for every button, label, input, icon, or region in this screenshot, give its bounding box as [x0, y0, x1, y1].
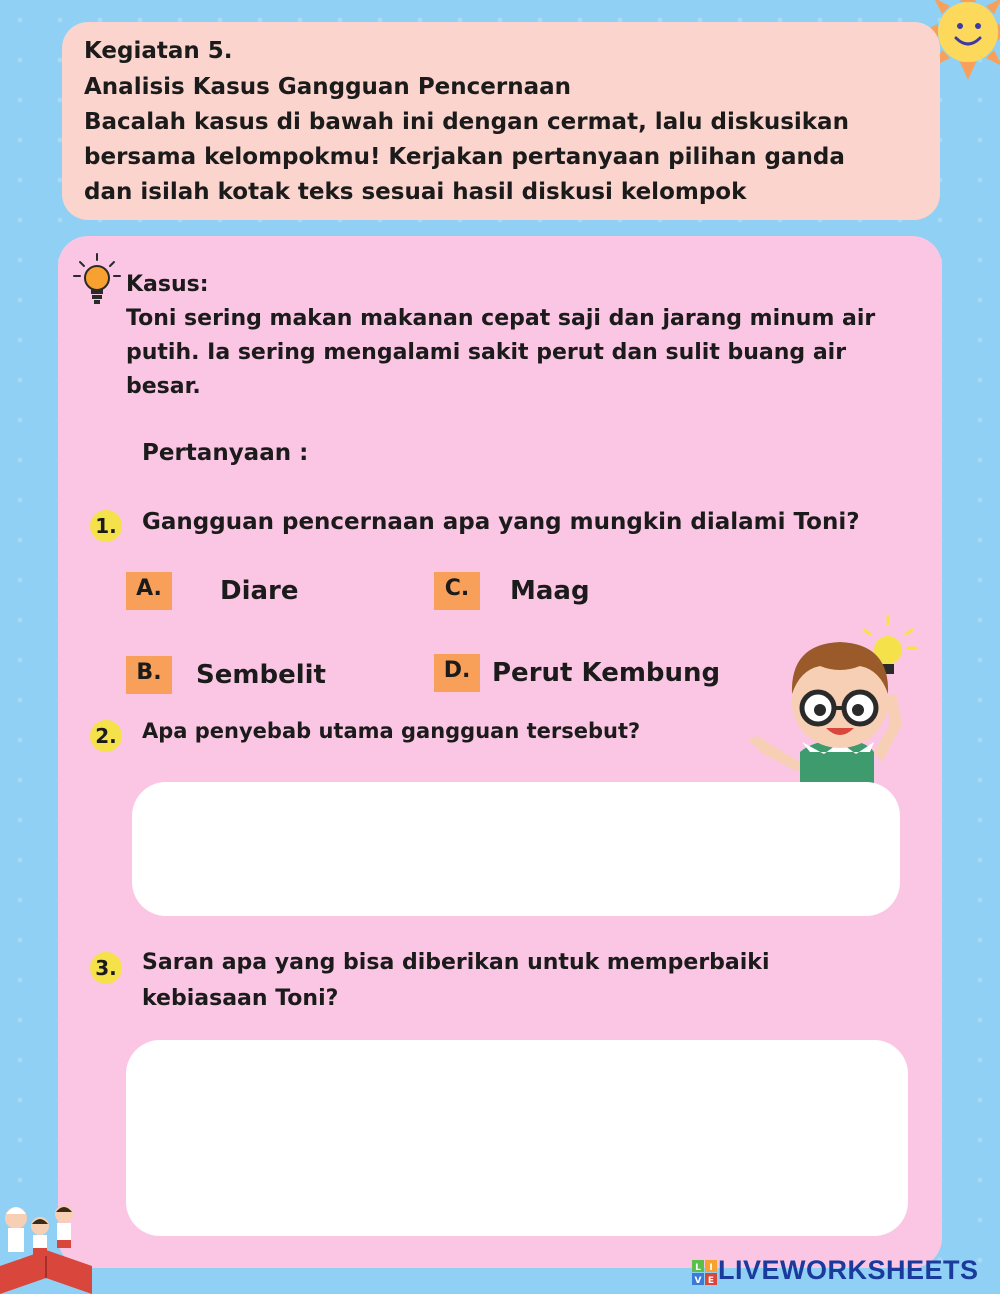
question-number-badge: 3. [90, 952, 122, 984]
lightbulb-icon [72, 252, 122, 308]
instruction-header [62, 22, 940, 220]
instruction-line: dan isilah kotak teks sesuai hasil diskusi kelompok [84, 179, 747, 205]
case-text-line: putih. Ia sering mengalami sakit perut dan sulit buang air [126, 340, 847, 365]
activity-title: Kegiatan 5. [84, 38, 233, 64]
questions-heading: Pertanyaan : [142, 440, 309, 466]
liveworksheets-logo-icon [692, 1254, 718, 1288]
answer-2-textbox[interactable] [132, 782, 900, 916]
case-text-line: Toni sering makan makanan cepat saji dan jarang minum air [126, 306, 876, 331]
question-1-text: Gangguan pencernaan apa yang mungkin dialami Toni? [142, 509, 860, 535]
option-letter-badge[interactable]: D. [434, 654, 480, 692]
question-number-badge: 2. [90, 720, 122, 752]
case-text-line: besar. [126, 374, 201, 399]
logo-letter: I [709, 1263, 713, 1273]
option-label[interactable]: Sembelit [196, 660, 326, 690]
logo-letter: E [707, 1276, 715, 1286]
option-letter-badge[interactable]: B. [126, 656, 172, 694]
option-letter-badge[interactable]: A. [126, 572, 172, 610]
question-3-text: kebiasaan Toni? [142, 986, 339, 1011]
option-label[interactable]: Maag [510, 576, 590, 606]
kid-illustration [740, 612, 930, 784]
option-label[interactable]: Perut Kembung [492, 658, 721, 688]
option-label[interactable]: Diare [220, 576, 299, 606]
instruction-line: bersama kelompokmu! Kerjakan pertanyaan pilihan ganda [84, 144, 845, 170]
logo-letter: V [694, 1276, 702, 1286]
question-3-text: Saran apa yang bisa diberikan untuk memperbaiki [142, 950, 770, 975]
question-2-text: Apa penyebab utama gangguan tersebut? [142, 719, 641, 743]
option-letter-badge[interactable]: C. [434, 572, 480, 610]
activity-subtitle: Analisis Kasus Gangguan Pencernaan [84, 74, 572, 100]
answer-3-textbox[interactable] [126, 1040, 908, 1236]
liveworksheets-brand-name[interactable]: LIVEWORKSHEETS [718, 1255, 979, 1285]
logo-letter: L [695, 1263, 701, 1273]
case-label: Kasus: [126, 272, 209, 297]
instruction-line: Bacalah kasus di bawah ini dengan cermat, lalu diskusikan [84, 109, 849, 135]
question-number-badge: 1. [90, 510, 122, 542]
kids-reading-book-illustration [0, 1196, 100, 1294]
